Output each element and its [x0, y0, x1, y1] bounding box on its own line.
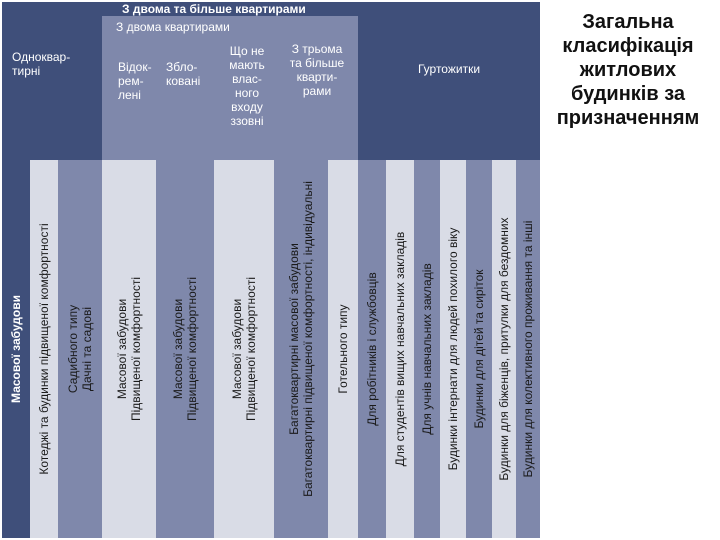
header-two-plus: [102, 2, 358, 16]
col-workers: [358, 160, 386, 538]
col-workers-label: Для робітників і службовців: [365, 272, 379, 426]
col-blocked-comfort-label: Підвищеної комфортності: [185, 277, 199, 421]
col-students-label: Для студентів вищих навчальних закладів: [393, 231, 407, 467]
header-three-plus: [274, 16, 358, 160]
header-dormitories-label: Гуртожитки: [417, 62, 481, 76]
header-one-apartment-label: Одноквар- тирні: [12, 50, 71, 78]
header-blocked-label: Збло- ковані: [166, 60, 201, 88]
col-multi-comfort-label: Багатоквартирні підвищеної комфортності, індивідуальні: [301, 181, 315, 497]
header-detached: [102, 38, 156, 160]
header-no-entrance: [214, 38, 274, 160]
col-manor-type: [58, 160, 102, 538]
col-elderly: [440, 160, 466, 538]
header-dormitories: [358, 2, 540, 160]
col-children: [466, 160, 492, 538]
header-two-apartments: [102, 16, 274, 38]
col-country-houses-label: Дачні та садові: [80, 306, 94, 392]
col-no-entrance-mass-label: Масової забудови: [230, 298, 244, 400]
header-blocked: [156, 38, 214, 160]
col-mass-building-label: Масової забудови: [9, 295, 23, 403]
col-refugees: [492, 160, 516, 538]
col-elderly-label: Будинки інтернати для людей похилого віку: [446, 227, 460, 471]
col-mass-building: [2, 160, 30, 538]
col-detached-mass-label: Масової забудови: [115, 298, 129, 400]
col-collective: [516, 160, 540, 538]
header-no-entrance-label: Що не мають влас- ного входу ззовні: [229, 44, 265, 128]
header-three-plus-label: З трьома та більше кварти- рами: [289, 42, 345, 98]
header-one-apartment: [2, 2, 102, 160]
col-blocked-types: [156, 160, 214, 538]
col-collective-label: Будинки для колективного проживання та інші: [521, 220, 535, 478]
col-cottages: [30, 160, 58, 538]
col-no-entrance-comfort-label: Підвищеної комфортності: [244, 277, 258, 421]
col-detached-comfort-label: Підвищеної комфортності: [129, 277, 143, 421]
col-children-label: Будинки для дітей та сиріток: [472, 269, 486, 429]
col-no-entrance-types: [214, 160, 274, 538]
col-students: [386, 160, 414, 538]
col-refugees-label: Будинки для біженців, притулки для бездомних: [497, 217, 511, 481]
header-two-apartments-label: З двома квартирами: [116, 20, 230, 34]
col-hotel-type: [328, 160, 358, 538]
header-detached-label: Відок- рем- лені: [118, 60, 152, 102]
slide-title: Загальна класифікація житлових будинків за призначенням: [556, 11, 700, 129]
col-pupils: [414, 160, 440, 538]
col-hotel-type-label: Готельного типу: [336, 304, 350, 394]
col-cottages-label: Котеджі та будинки підвищеної комфортності: [37, 223, 51, 475]
col-multi-mass-label: Багатоквартирні масової забудови: [287, 243, 301, 435]
col-blocked-mass-label: Масової забудови: [171, 298, 185, 400]
col-manor-type-label: Садибного типу: [66, 304, 80, 394]
header-two-plus-label: З двома та більше квартирами: [122, 2, 306, 16]
col-multi-apartment: [274, 140, 328, 538]
col-detached-types: [102, 160, 156, 538]
col-pupils-label: Для учнів навчальних закладів: [420, 263, 434, 435]
